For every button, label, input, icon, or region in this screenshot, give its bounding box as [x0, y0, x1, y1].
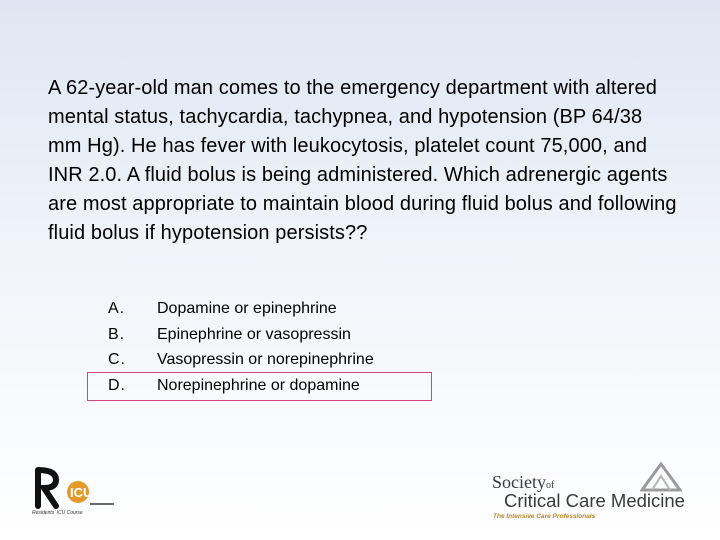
option-letter: B. [108, 325, 126, 343]
option-letter: D. [108, 376, 126, 394]
sccm-society-word: Society [492, 472, 546, 492]
option-letter: C. [108, 351, 126, 368]
option-text: Norepinephrine or dopamine [157, 376, 360, 394]
option-c[interactable] [108, 347, 374, 373]
sccm-of: of [546, 480, 555, 491]
question-text: A 62-year-old man comes to the emergency department with altered mental status, tachycardia, tachypnea, and hypotension (BP 64/38 mm Hg). He has fever with leukocytosis, platelet count 75,000, and INR 2.0. A fluid bolus is being administered. Which adrenergic agents are most appropriate to maintain blood during fluid bolus and following fluid bolus if hypotension persists?? [48, 77, 677, 244]
option-text: Vasopressin or norepinephrine [157, 351, 374, 368]
ricu-subtitle: Residents' ICU Course [32, 510, 83, 516]
option-text: Dopamine or epinephrine [157, 300, 337, 317]
sccm-triangle-icon [640, 462, 682, 492]
option-b[interactable] [108, 322, 374, 348]
sccm-tagline: The Intensive Care Professionals [493, 513, 596, 520]
option-text: Epinephrine or vasopressin [157, 325, 351, 343]
ricu-logo [30, 466, 120, 522]
ricu-logo-mark [30, 466, 120, 510]
sccm-logo [490, 462, 690, 524]
option-letter: A. [108, 300, 126, 317]
correct-answer-highlight [87, 372, 432, 401]
sccm-name: Critical Care Medicine [504, 490, 685, 511]
svg-text:ICU: ICU [70, 485, 93, 500]
option-a[interactable] [108, 296, 374, 322]
